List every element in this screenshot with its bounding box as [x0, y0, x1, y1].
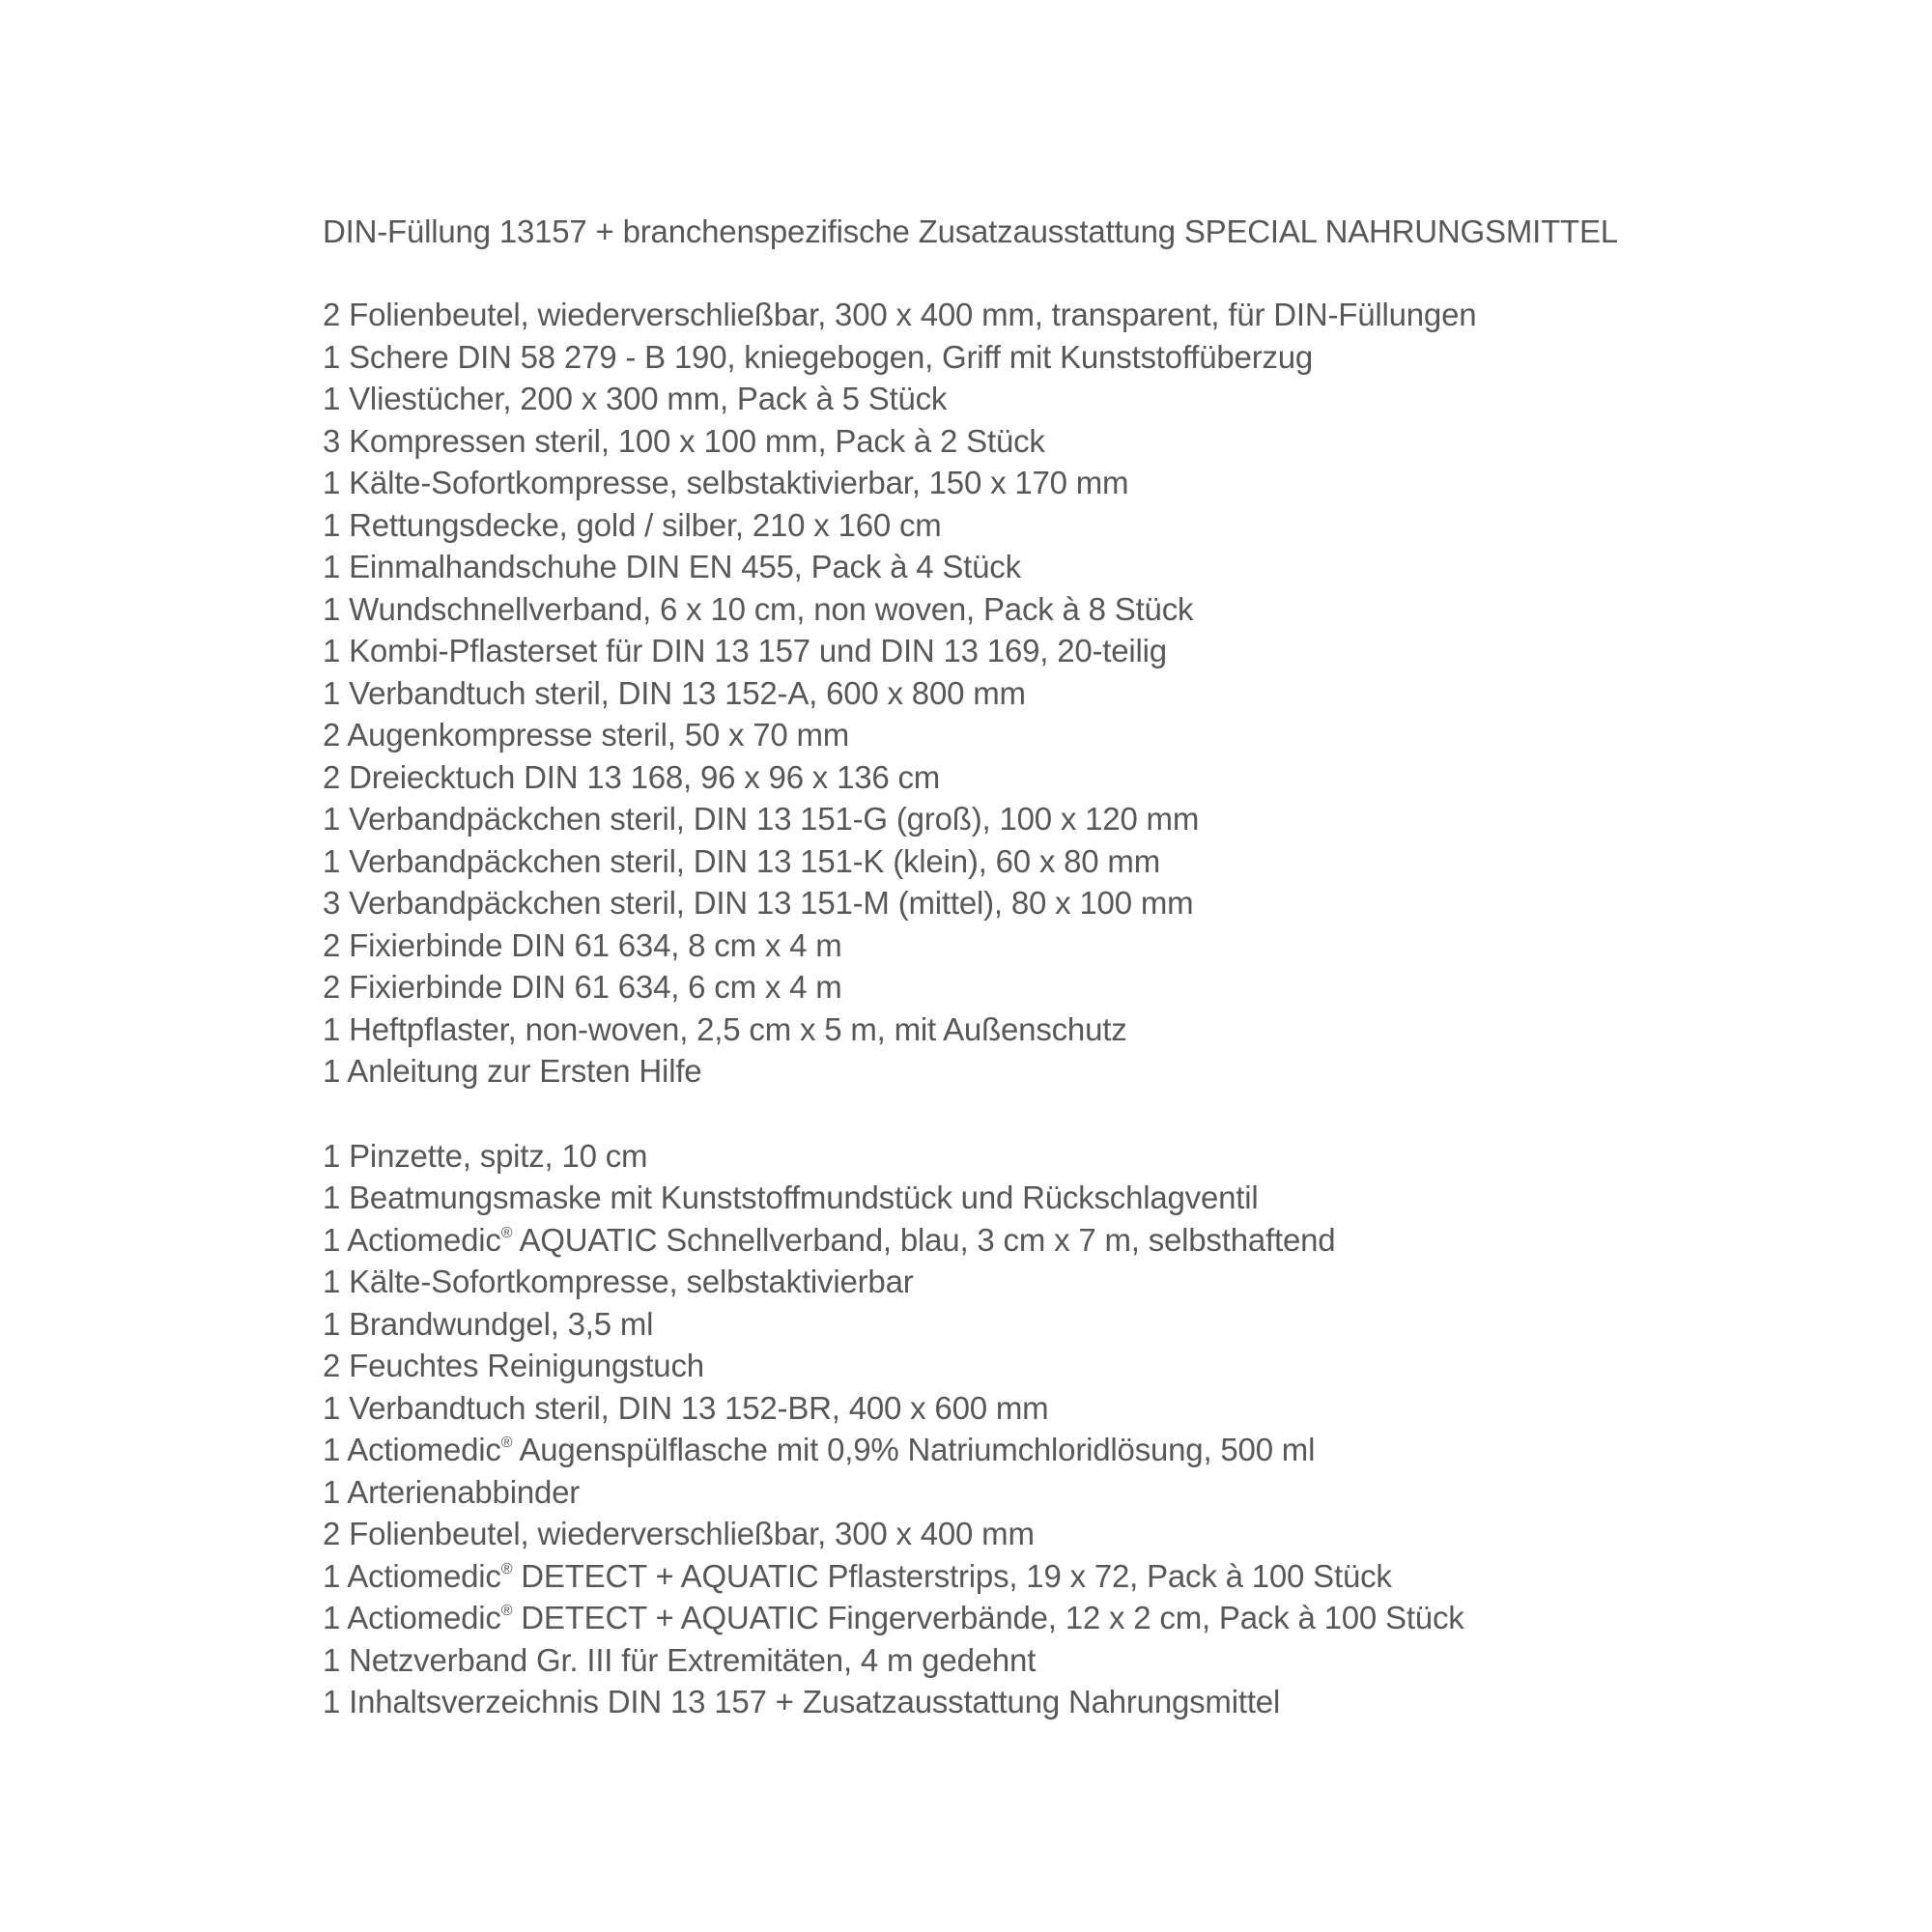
- list-item: 1 Actiomedic® Augenspülflasche mit 0,9% Natriumchloridlösung, 500 ml: [323, 1432, 1316, 1467]
- list-item: 2 Fixierbinde DIN 61 634, 6 cm x 4 m: [323, 969, 842, 1005]
- list-item: 3 Kompressen steril, 100 x 100 mm, Pack à 2 Stück: [323, 422, 1045, 459]
- list-item: 1 Brandwundgel, 3,5 ml: [323, 1305, 654, 1342]
- list-item: 2 Dreiecktuch DIN 13 168, 96 x 96 x 136 cm: [323, 758, 941, 795]
- list-item: 1 Schere DIN 58 279 - B 190, kniegebogen, Griff mit Kunststoffüberzug: [323, 338, 1314, 375]
- list-item: 1 Kombi-Pflasterset für DIN 13 157 und DIN 13 169, 20-teilig: [323, 633, 1167, 668]
- list-item: 1 Actiomedic® AQUATIC Schnellverband, blau, 3 cm x 7 m, selbsthaftend: [323, 1221, 1336, 1258]
- list-item: 1 Actiomedic® DETECT + AQUATIC Fingerverbände, 12 x 2 cm, Pack à 100 Stück: [323, 1600, 1464, 1635]
- content-list-page: [323, 211, 1888, 1723]
- list-item: 1 Heftpflaster, non-woven, 2,5 cm x 5 m, mit Außenschutz: [323, 1010, 1127, 1047]
- list-item: 1 Beatmungsmaske mit Kunststoffmundstück und Rückschlagventil: [323, 1179, 1259, 1215]
- list-item: 1 Verbandtuch steril, DIN 13 152-A, 600 x 800 mm: [323, 674, 1026, 711]
- list-item: 1 Inhaltsverzeichnis DIN 13 157 + Zusatzausstattung Nahrungsmittel: [323, 1684, 1281, 1719]
- list-item: 1 Netzverband Gr. III für Extremitäten, 4 m gedehnt: [323, 1641, 1037, 1678]
- list-item: 1 Verbandpäckchen steril, DIN 13 151-G (groß), 100 x 120 mm: [323, 801, 1200, 837]
- list-item: 1 Actiomedic® DETECT + AQUATIC Pflasterstrips, 19 x 72, Pack à 100 Stück: [323, 1557, 1392, 1594]
- list-item: 1 Pinzette, spitz, 10 cm: [323, 1137, 648, 1174]
- list-item: 1 Verbandpäckchen steril, DIN 13 151-K (klein), 60 x 80 mm: [323, 842, 1160, 879]
- special-food-list: [323, 1135, 1888, 1723]
- list-item: 3 Verbandpäckchen steril, DIN 13 151-M (mittel), 80 x 100 mm: [323, 885, 1194, 921]
- list-item: 2 Folienbeutel, wiederverschließbar, 300 x 400 mm: [323, 1516, 1035, 1551]
- page-title: DIN-Füllung 13157 + branchenspezifische Zusatzausstattung SPECIAL NAHRUNGSMITTEL: [323, 213, 1618, 249]
- list-item: 1 Kälte-Sofortkompresse, selbstaktivierbar: [323, 1264, 914, 1299]
- list-item: 1 Einmalhandschuhe DIN EN 455, Pack à 4 Stück: [323, 549, 1021, 584]
- list-item: 2 Folienbeutel, wiederverschließbar, 300 x 400 mm, transparent, für DIN-Füllungen: [323, 297, 1477, 332]
- din-fill-list: [323, 294, 1888, 1093]
- list-item: 1 Wundschnellverband, 6 x 10 cm, non woven, Pack à 8 Stück: [323, 590, 1194, 627]
- list-item: 1 Kälte-Sofortkompresse, selbstaktivierbar, 150 x 170 mm: [323, 465, 1129, 500]
- list-item: 1 Rettungsdecke, gold / silber, 210 x 160 cm: [323, 506, 942, 543]
- list-item: 1 Verbandtuch steril, DIN 13 152-BR, 400 x 600 mm: [323, 1389, 1049, 1426]
- list-item: 2 Feuchtes Reinigungstuch: [323, 1348, 704, 1383]
- list-item: 1 Arterienabbinder: [323, 1473, 581, 1510]
- list-item: 2 Fixierbinde DIN 61 634, 8 cm x 4 m: [323, 926, 842, 963]
- list-item: 1 Vliestücher, 200 x 300 mm, Pack à 5 Stück: [323, 381, 948, 416]
- list-item: 1 Anleitung zur Ersten Hilfe: [323, 1053, 702, 1089]
- list-item: 2 Augenkompresse steril, 50 x 70 mm: [323, 717, 850, 753]
